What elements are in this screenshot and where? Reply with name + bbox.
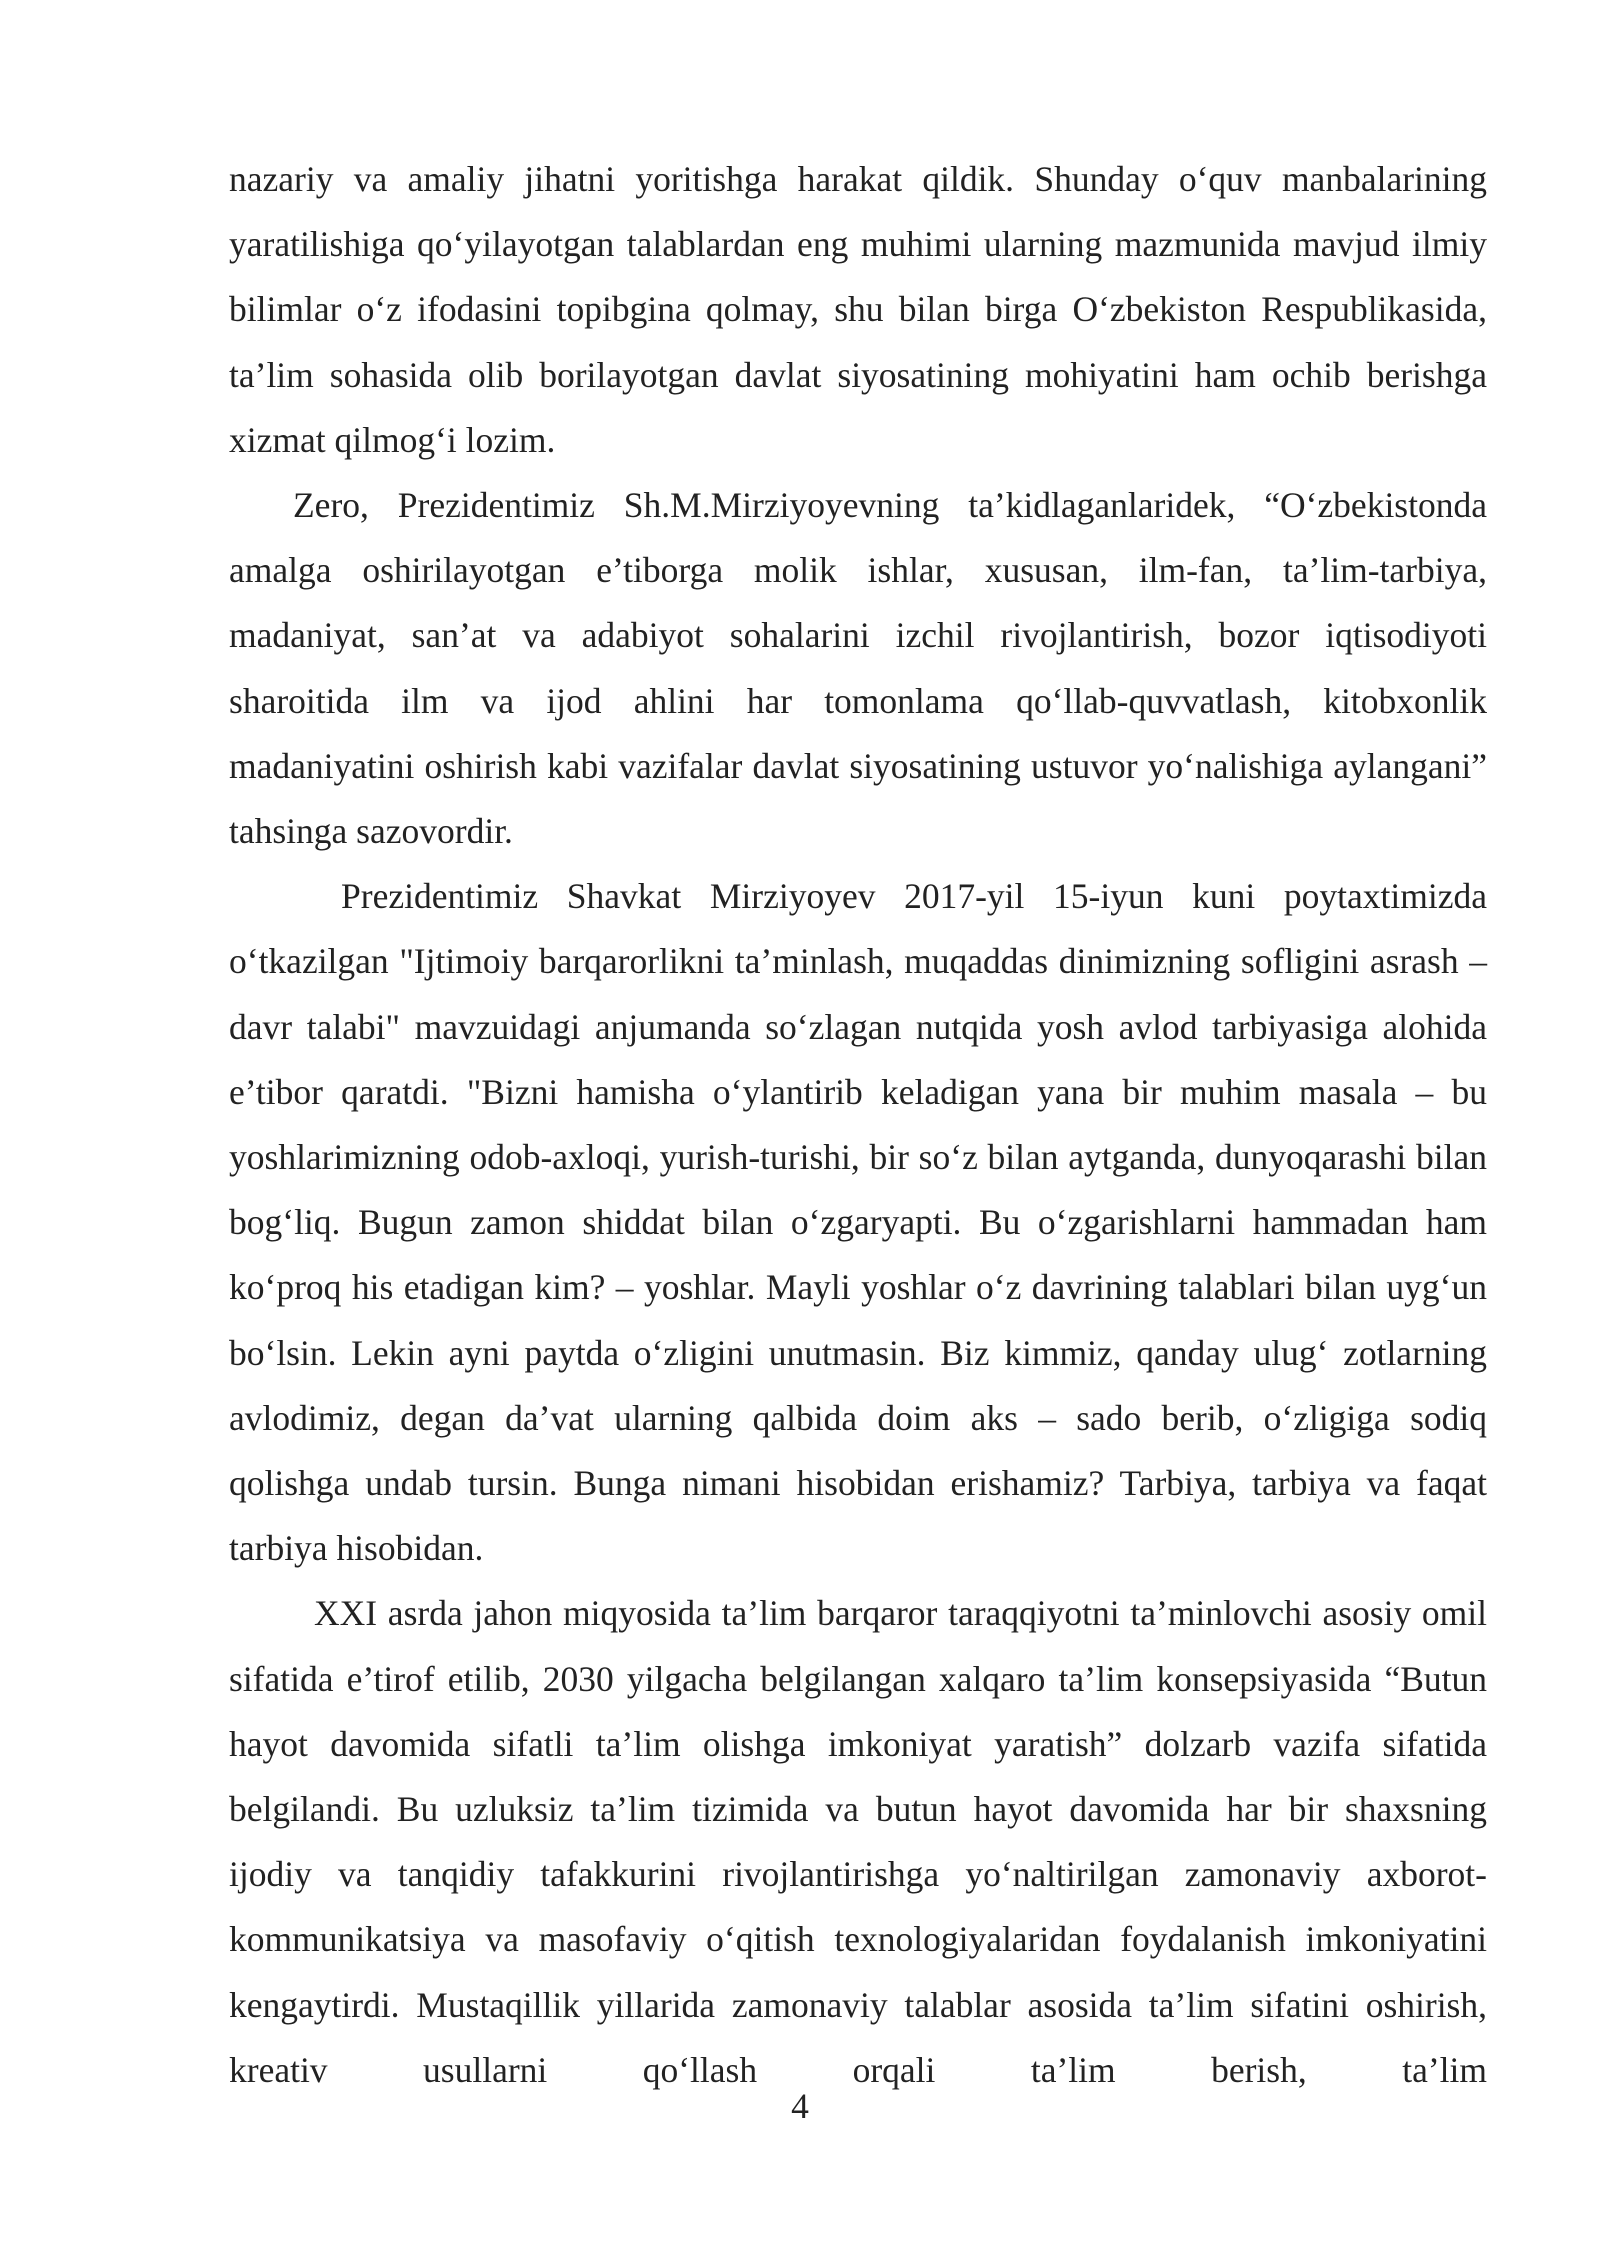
body-text xyxy=(229,147,1487,2103)
paragraph-president-quote: Zero, Prezidentimiz Sh.M.Mirziyoyevning ta’kidlaganlaridek, “O‘zbekistonda amalga oshirilayotgan e’tiborga molik ishlar, xususan, ilm-fan, ta’lim-tarbiya, madaniyat, san’at va adabiyot sohalarini izchil rivojlantirish, bozor iqtisodiyoti sharoitida ilm va ijod ahlini har tomonlama qo‘llab-quvvatlash, kitobxonlik madaniyatini oshirish kabi vazifalar davlat siyosatining ustuvor yo‘nalishiga aylangani” tahsinga sazovordir. xyxy=(229,485,1487,852)
paragraph-continuation: nazariy va amaliy jihatni yoritishga harakat qildik. Shunday o‘quv manbalarining yaratilishiga qo‘yilayotgan talablardan eng muhimi ularning mazmunida mavjud ilmiy bilimlar o‘z ifodasini topibgina qolmay, shu bilan birga O‘zbekiston Respublikasida, ta’lim sohasida olib borilayotgan davlat siyosatining mohiyatini ham ochib berishga xizmat qilmog‘i lozim. xyxy=(229,159,1487,460)
page-number: 4 xyxy=(791,2086,809,2126)
paragraph-lifelong-learning: XXI asrda jahon miqyosida ta’lim barqaror taraqqiyotni ta’minlovchi asosiy omil sifatida e’tirof etilib, 2030 yilgacha belgilangan xalqaro ta’lim konsepsiyasida “Butun hayot davomida sifatli ta’lim olishga imkoniyat yaratish” dolzarb vazifa sifatida belgilandi. Bu uzluksiz ta’lim tizimida va butun hayot davomida har bir shaxsning ijodiy va tanqidiy tafakkurini rivojlantirishga yo‘naltirilgan zamonaviy axborot-kommunikatsiya va masofaviy o‘qitish texnologiyalaridan foydalanish imkoniyatini kengaytirdi. Mustaqillik yillarida zamonaviy talablar asosida ta’lim sifatini oshirish, kreativ usullarni qo‘llash orqali ta’lim berish, ta’lim xyxy=(229,1593,1487,2090)
paragraph-youth-education: Prezidentimiz Shavkat Mirziyoyev 2017-yil 15-iyun kuni poytaxtimizda o‘tkazilgan "Ijtimoiy barqarorlikni ta’minlash, muqaddas dinimizning sofligini asrash – davr talabi" mavzuidagi anjumanda so‘zlagan nutqida yosh avlod tarbiyasiga alohida e’tibor qaratdi. "Bizni hamisha o‘ylantirib keladigan yana bir muhim masala – bu yoshlarimizning odob-axloqi, yurish-turishi, bir so‘z bilan aytganda, dunyoqarashi bilan bog‘liq. Bugun zamon shiddat bilan o‘zgaryapti. Bu o‘zgarishlarni hammadan ham ko‘proq his etadigan kim? – yoshlar. Mayli yoshlar o‘z davrining talablari bilan uyg‘un bo‘lsin. Lekin ayni paytda o‘zligini unutmasin. Biz kimmiz, qanday ulug‘ zotlarning avlodimiz, degan da’vat ularning qalbida doim aks – sado berib, o‘zligiga sodiq qolishga undab tursin. Bunga nimani hisobidan erishamiz? Tarbiya, tarbiya va faqat tarbiya hisobidan. xyxy=(229,876,1487,1569)
